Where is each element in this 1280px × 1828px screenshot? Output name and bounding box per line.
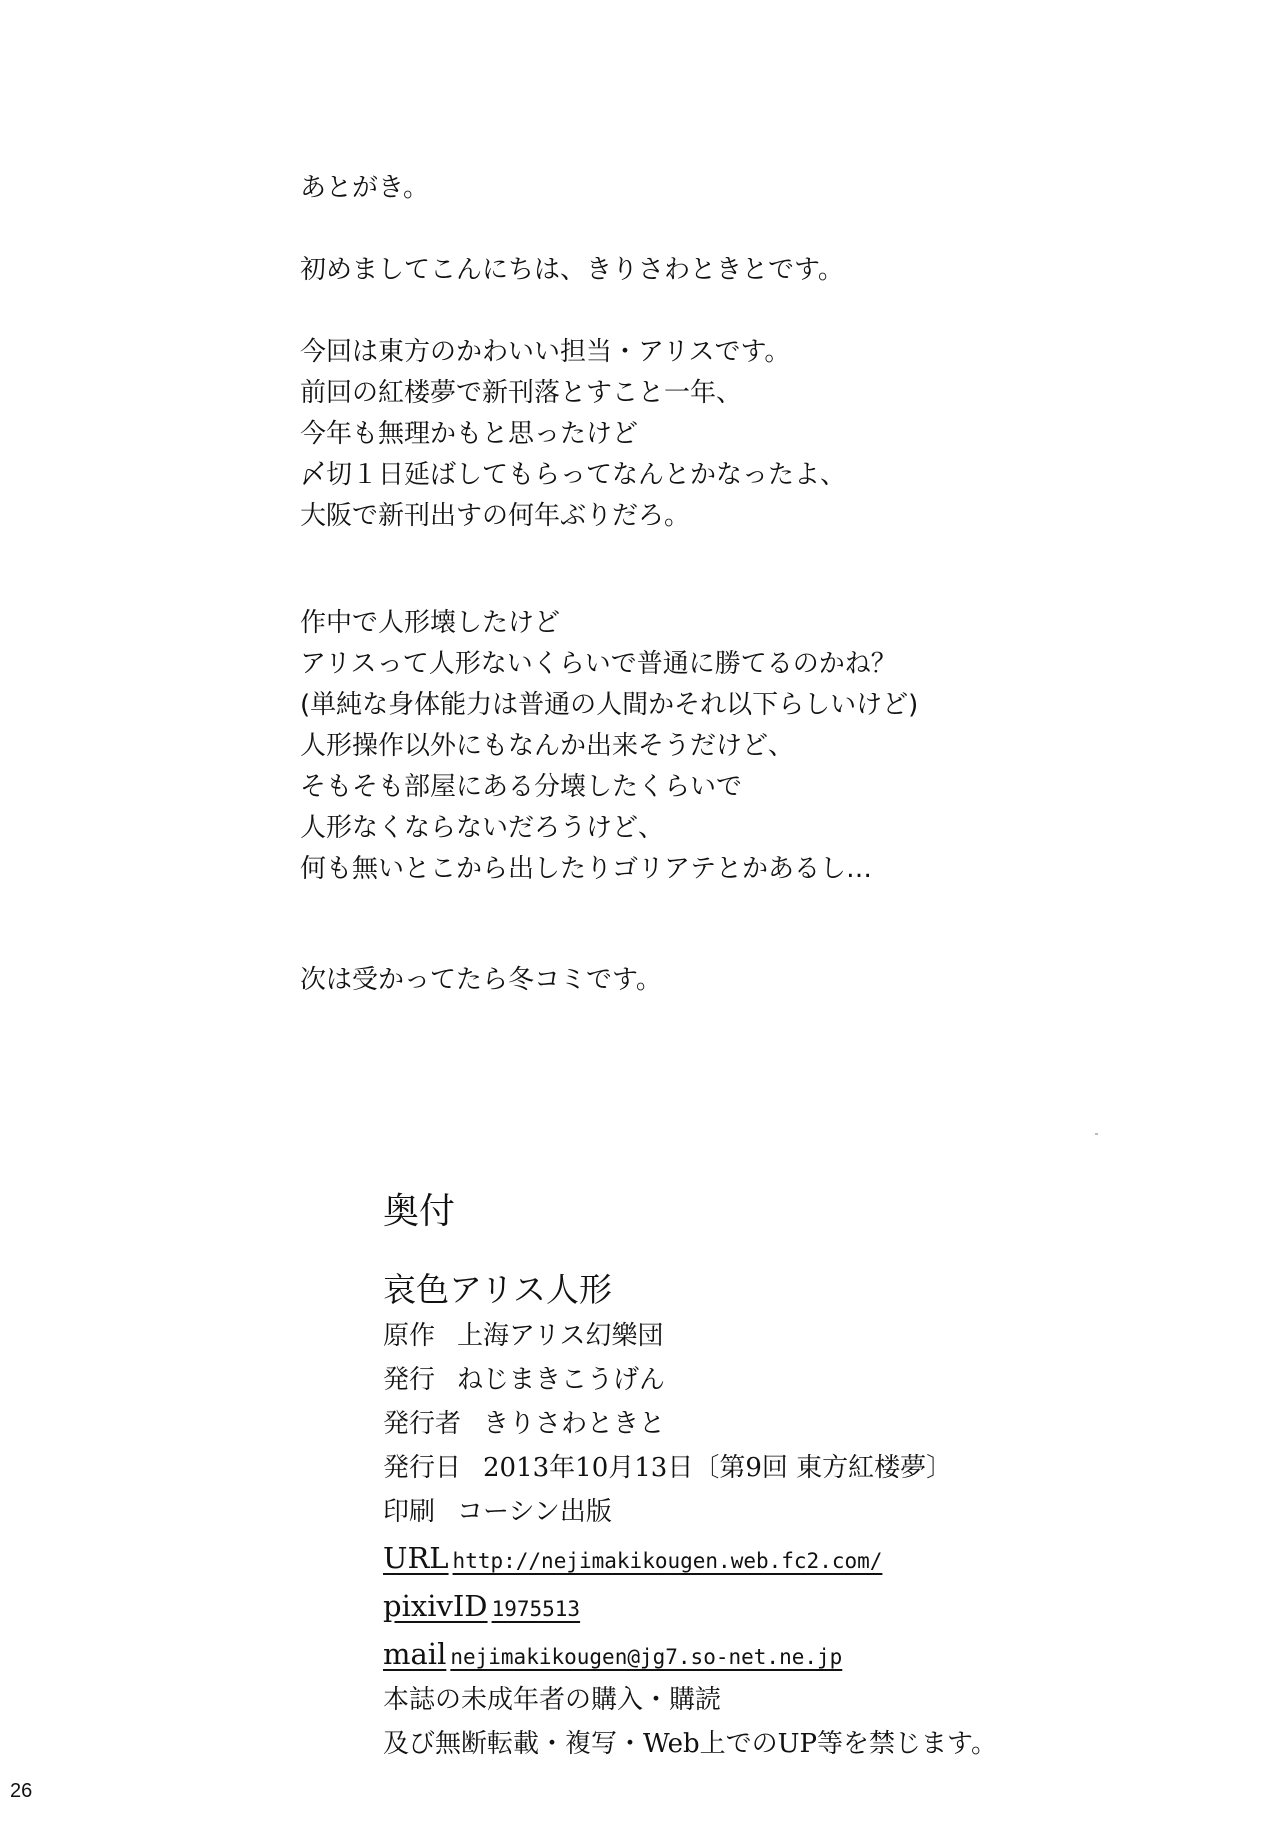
book-title: 哀色アリス人形 xyxy=(383,1270,613,1309)
afterword-paragraph2-line: 人形操作以外にもなんか出来そうだけど、 xyxy=(300,731,795,761)
afterword-paragraph2-line: (単純な身体能力は普通の人間かそれ以下らしいけど) xyxy=(300,690,919,720)
notice-line: 本誌の未成年者の購入・購読 xyxy=(383,1685,722,1715)
afterword-paragraph1-line: 前回の紅楼夢で新刊落とすこと一年、 xyxy=(300,378,743,408)
afterword-paragraph1-line: 今回は東方のかわいい担当・アリスです。 xyxy=(300,337,791,367)
afterword-closing: 次は受かってたら冬コミです。 xyxy=(300,965,662,995)
afterword-paragraph2-line: そもそも部屋にある分壊したくらいで xyxy=(300,772,743,802)
printer-row xyxy=(383,1490,1203,1534)
issuer-label: 発行者 xyxy=(383,1409,462,1439)
url-label: URL xyxy=(383,1541,449,1575)
pixiv-row xyxy=(383,1582,1203,1630)
afterword-paragraph2-line: 作中で人形壊したけど xyxy=(300,608,561,638)
original-work-value: 上海アリス幻樂団 xyxy=(457,1321,664,1351)
issue-date-value: 2013年10月13日〔第9回 東方紅楼夢〕 xyxy=(483,1453,953,1483)
url-row xyxy=(383,1534,1203,1582)
publisher-value: ねじまきこうげん xyxy=(457,1365,666,1395)
pixiv-value: 1975513 xyxy=(491,1597,581,1621)
issue-date-label: 発行日 xyxy=(383,1453,462,1483)
issuer-value: きりさわときと xyxy=(483,1409,666,1439)
issuer-row xyxy=(383,1402,1203,1446)
afterword-paragraph2-line: アリスって人形ないくらいで普通に勝てるのかね？ xyxy=(300,649,897,679)
afterword-section xyxy=(300,168,1200,1001)
afterword-paragraph1-line: 今年も無理かもと思ったけど xyxy=(300,419,639,449)
colophon-heading: 奥付 xyxy=(383,1191,456,1232)
page-number: 26 xyxy=(10,1780,33,1802)
notice-line: 及び無断転載・複写・Web上でのUP等を禁じます。 xyxy=(383,1729,997,1759)
afterword-greeting: 初めましてこんにちは、きりさわときとです。 xyxy=(300,255,844,285)
printer-label: 印刷 xyxy=(383,1497,436,1527)
mail-label: mail xyxy=(383,1637,447,1671)
publisher-label: 発行 xyxy=(383,1365,436,1395)
original-work-label: 原作 xyxy=(383,1321,436,1351)
printer-value: コーシン出版 xyxy=(457,1497,612,1527)
paper-speck xyxy=(1095,1133,1098,1135)
afterword-paragraph2-line: 人形なくならないだろうけど、 xyxy=(300,813,665,843)
issue-date-row xyxy=(383,1446,1203,1490)
colophon-section xyxy=(383,1190,1203,1766)
afterword-paragraph2-line: 何も無いとこから出したりゴリアテとかあるし… xyxy=(300,854,873,884)
afterword-paragraph1-line: 大阪で新刊出すの何年ぶりだろ。 xyxy=(300,501,691,531)
mail-row xyxy=(383,1630,1203,1678)
original-work-row xyxy=(383,1314,1203,1358)
mail-value: nejimakikougen@jg7.so-net.ne.jp xyxy=(450,1645,843,1669)
url-value: http://nejimakikougen.web.fc2.com/ xyxy=(452,1549,883,1573)
pixiv-label: pixivID xyxy=(383,1589,488,1623)
afterword-heading: あとがき。 xyxy=(300,173,429,203)
afterword-paragraph1-line: 〆切１日延ばしてもらってなんとかなったよ、 xyxy=(300,460,847,490)
publisher-row xyxy=(383,1358,1203,1402)
